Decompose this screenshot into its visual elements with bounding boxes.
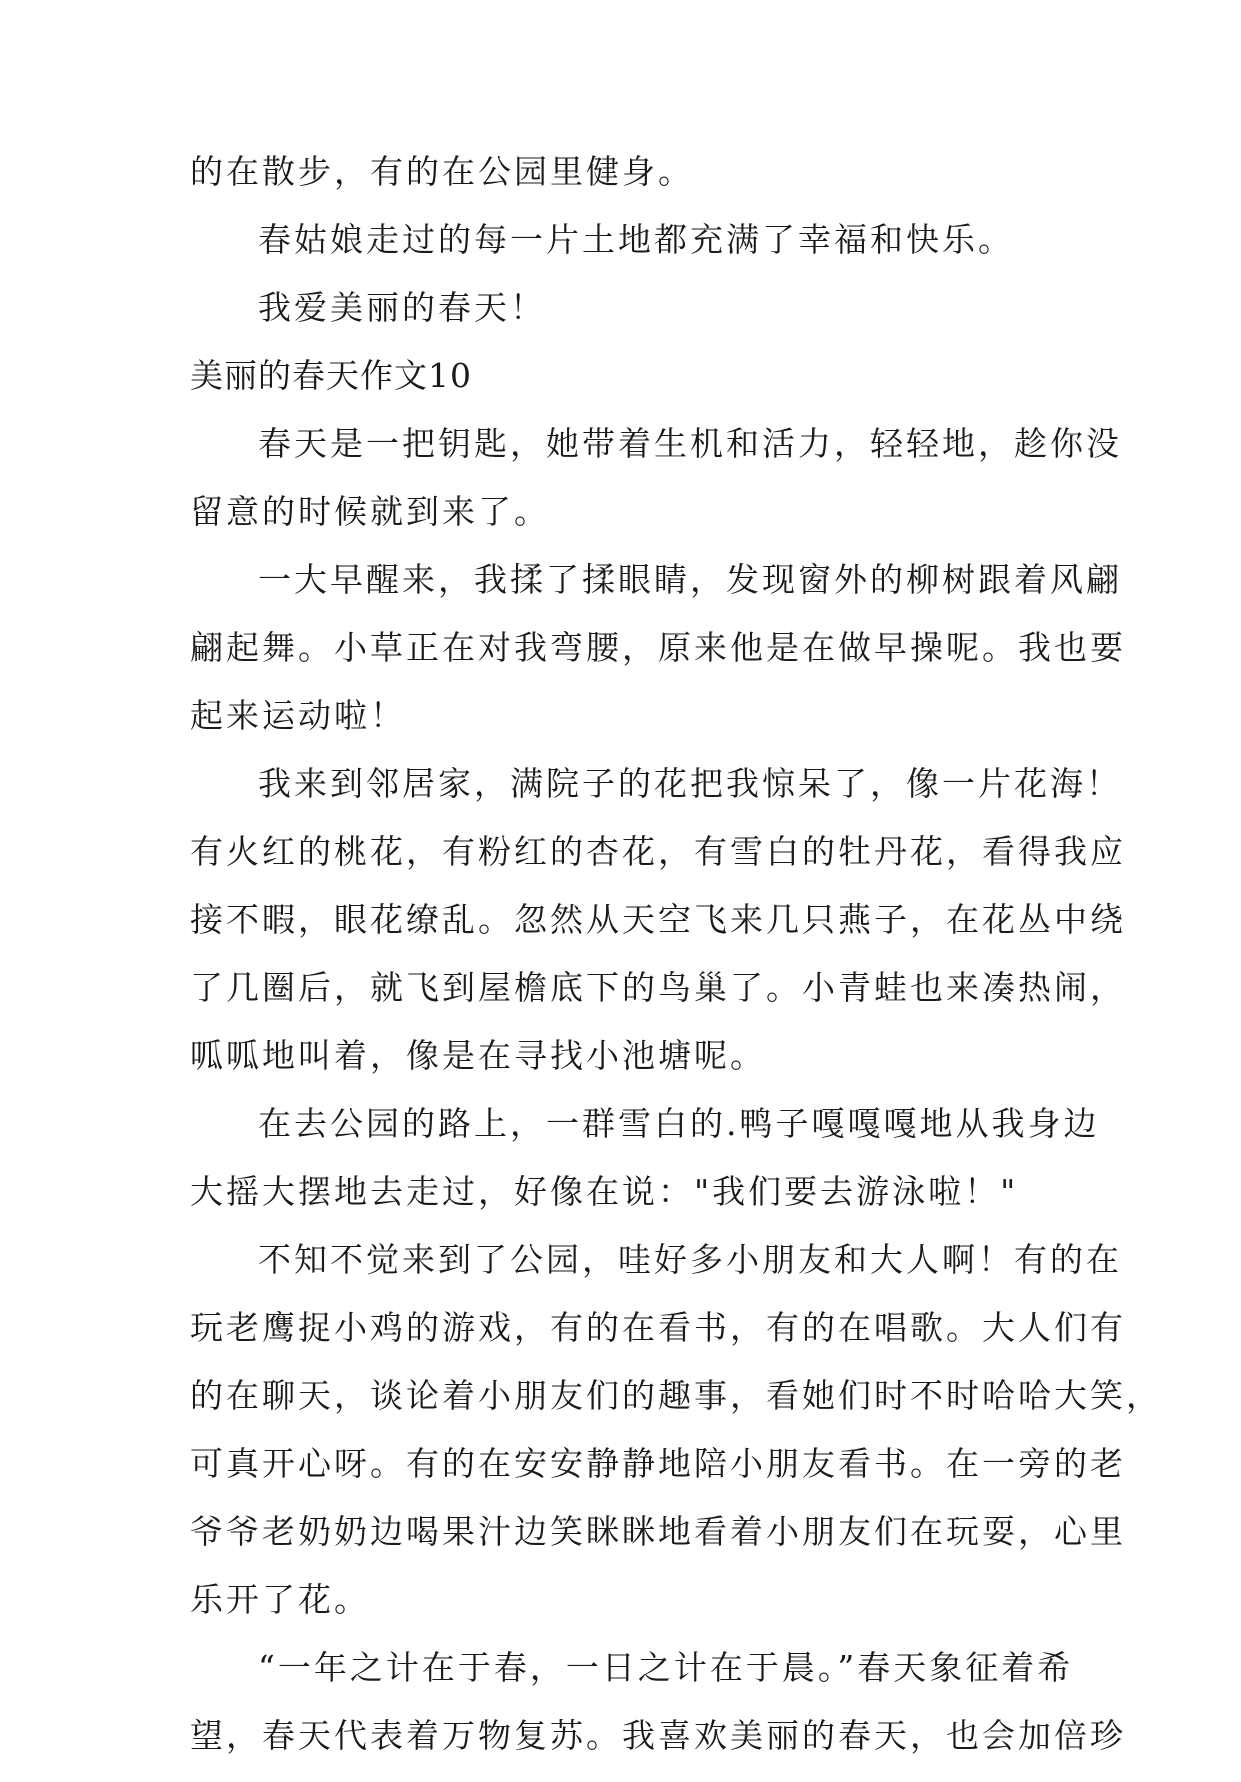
text-line: 望，春天代表着万物复苏。我喜欢美丽的春天，也会加倍珍 bbox=[190, 1716, 1126, 1755]
text-line: 可真开心呀。有的在安安静静地陪小朋友看书。在一旁的老 bbox=[190, 1444, 1126, 1483]
text-line: 一大早醒来，我揉了揉眼睛，发现窗外的柳树跟着风翩 bbox=[258, 560, 1122, 599]
section-heading: 美丽的春天作文10 bbox=[190, 356, 472, 395]
text-line: 留意的时候就到来了。 bbox=[190, 492, 550, 531]
text-line: 大摇大摆地去走过，好像在说："我们要去游泳啦！" bbox=[190, 1172, 1019, 1211]
text-line: 我爱美丽的春天！ bbox=[258, 288, 546, 327]
text-line: “一年之计在于春，一日之计在于晨。”春天象征着希 bbox=[258, 1648, 1074, 1687]
text-line: 春姑娘走过的每一片土地都充满了幸福和快乐。 bbox=[258, 220, 1014, 259]
text-line: 了几圈后，就飞到屋檐底下的鸟巢了。小青蛙也来凑热闹， bbox=[190, 968, 1126, 1007]
document-body bbox=[190, 150, 1162, 1782]
text-line: 起来运动啦！ bbox=[190, 696, 406, 735]
text-line: 的在散步，有的在公园里健身。 bbox=[190, 152, 694, 191]
text-line: 接不暇，眼花缭乱。忽然从天空飞来几只燕子，在花丛中绕 bbox=[190, 900, 1126, 939]
text-line: 不知不觉来到了公园，哇好多小朋友和大人啊！有的在 bbox=[258, 1240, 1122, 1279]
text-line: 玩老鹰捉小鸡的游戏，有的在看书，有的在唱歌。大人们有 bbox=[190, 1308, 1126, 1347]
text-line: 在去公园的路上，一群雪白的.鸭子嘎嘎嘎地从我身边 bbox=[258, 1104, 1100, 1143]
text-line: 爷爷老奶奶边喝果汁边笑眯眯地看着小朋友们在玩耍，心里 bbox=[190, 1512, 1126, 1551]
text-line: 有火红的桃花，有粉红的杏花，有雪白的牡丹花，看得我应 bbox=[190, 832, 1126, 871]
text-line: 我来到邻居家，满院子的花把我惊呆了，像一片花海！ bbox=[258, 764, 1122, 803]
text-line: 翩起舞。小草正在对我弯腰，原来他是在做早操呢。我也要 bbox=[190, 628, 1126, 667]
text-line: 的在聊天，谈论着小朋友们的趣事，看她们时不时哈哈大笑， bbox=[190, 1376, 1162, 1415]
text-line: 春天是一把钥匙，她带着生机和活力，轻轻地，趁你没 bbox=[258, 424, 1122, 463]
text-line: 呱呱地叫着，像是在寻找小池塘呢。 bbox=[190, 1036, 766, 1075]
text-line: 乐开了花。 bbox=[190, 1580, 370, 1619]
